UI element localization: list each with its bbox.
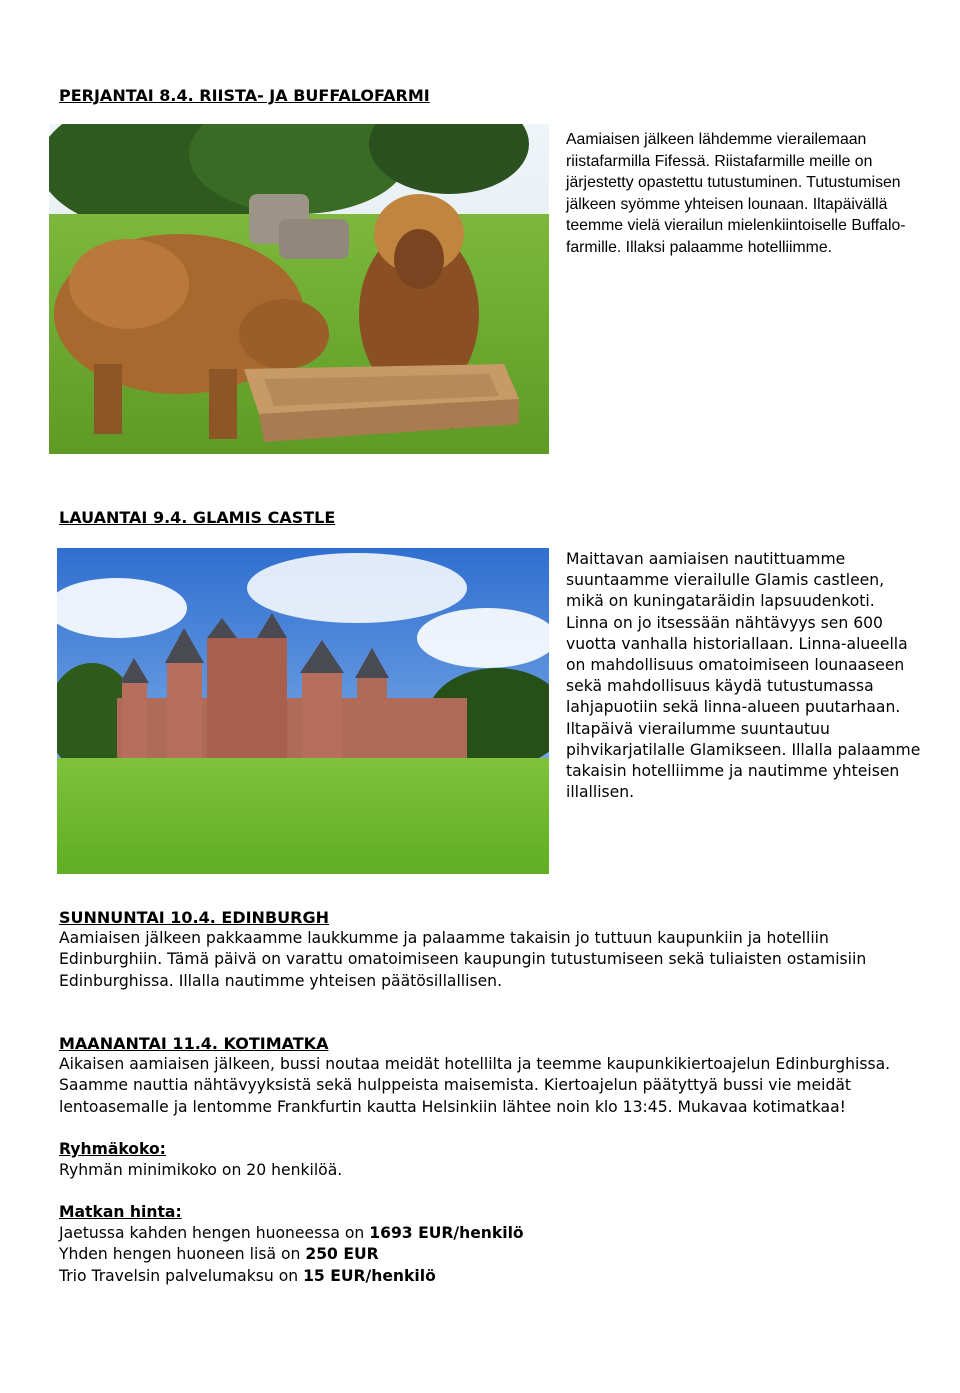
text-monday: Aikaisen aamiaisen jälkeen, bussi noutaa meidät hotellilta ja teemme kaupunkikiertoajelun Edinburghissa. Saamme nauttia nähtävyyksistä sekä hulppeista maisemista. Kiertoajelun päätyttyä bussi vie meidät lentoasemalle ja lentomme Frankfurtin kautta Helsinkiin lähtee noin klo 13:45. Mukavaa kotimatkaa! [59,1055,891,1116]
photo-highland-cattle [49,124,549,454]
photo-glamis-castle [57,548,549,874]
text-friday: Aamiaisen jälkeen lähdemme vierailemaan riistafarmilla Fifessä. Riistafarmille meille on järjestetty opastettu tutustuminen. Tutustumisen jälkeen syömme yhteisen lounaan. Iltapäivällä teemme vielä vierailun mielenkiintoiselle Buffalo-farmille. Illaksi palaamme hotelliimme. [566,131,906,256]
label-price: Matkan hinta: [59,1203,182,1221]
price-value-shared-room: 1693 EUR/henkilö [369,1224,524,1243]
glamis-castle-illustration [57,548,549,874]
text-saturday: Maittavan aamiaisen nautittuamme suuntaamme vierailulle Glamis castleen, mikä on kuningataräidin lapsuudenkoti. Linna on jo itsessään nähtävyys sen 600 vuotta vanhalla historiallaan. Linna-alueella on mahdollisuus omatoimiseen lounaaseen sekä mahdollisuus käydä tutustumassa lahjapuotiin sekä linna-alueen puutarhaan. Iltapäivä vierailumme suuntautuu pihvikarjatilalle Glamikseen. Illalla palaamme takaisin hotelliimme ja nautimme yhteisen illallisen. [566,550,921,802]
price-value-service-fee: 15 EUR/henkilö [303,1266,436,1285]
section-price [59,1202,919,1287]
text-sunday: Aamiaisen jälkeen pakkaamme laukkumme ja palaamme takaisin jo tuttuun kaupunkiin ja hotelliin Edinburghiin. Tämä päivä on varattu omatoimiseen kaupungin tutustumiseen sekä tuliaisten ostamisiin Edinburghissa. Illalla nautimme yhteisen päätösillallisen. [59,929,867,990]
text-group-size: Ryhmän minimikoko on 20 henkilöä. [59,1161,343,1180]
highland-cattle-illustration [49,124,549,454]
price-value-single-supplement: 250 EUR [305,1245,379,1264]
heading-saturday: LAUANTAI 9.4. GLAMIS CASTLE [59,508,336,527]
heading-sunday: SUNNUNTAI 10.4. EDINBURGH [59,908,329,927]
price-line-service-fee: Trio Travelsin palvelumaksu on 15 EUR/henkilö [59,1266,436,1285]
label-group-size: Ryhmäkoko: [59,1140,166,1158]
section-sunday [59,907,919,992]
heading-monday: MAANANTAI 11.4. KOTIMATKA [59,1034,329,1053]
section-monday [59,1033,919,1118]
price-line-shared-room: Jaetussa kahden hengen huoneessa on 1693 EUR/henkilö [59,1224,524,1243]
section-group-size [59,1139,919,1181]
heading-friday: PERJANTAI 8.4. RIISTA- JA BUFFALOFARMI [59,86,430,105]
price-line-single-supplement: Yhden hengen huoneen lisä on 250 EUR [59,1245,379,1264]
